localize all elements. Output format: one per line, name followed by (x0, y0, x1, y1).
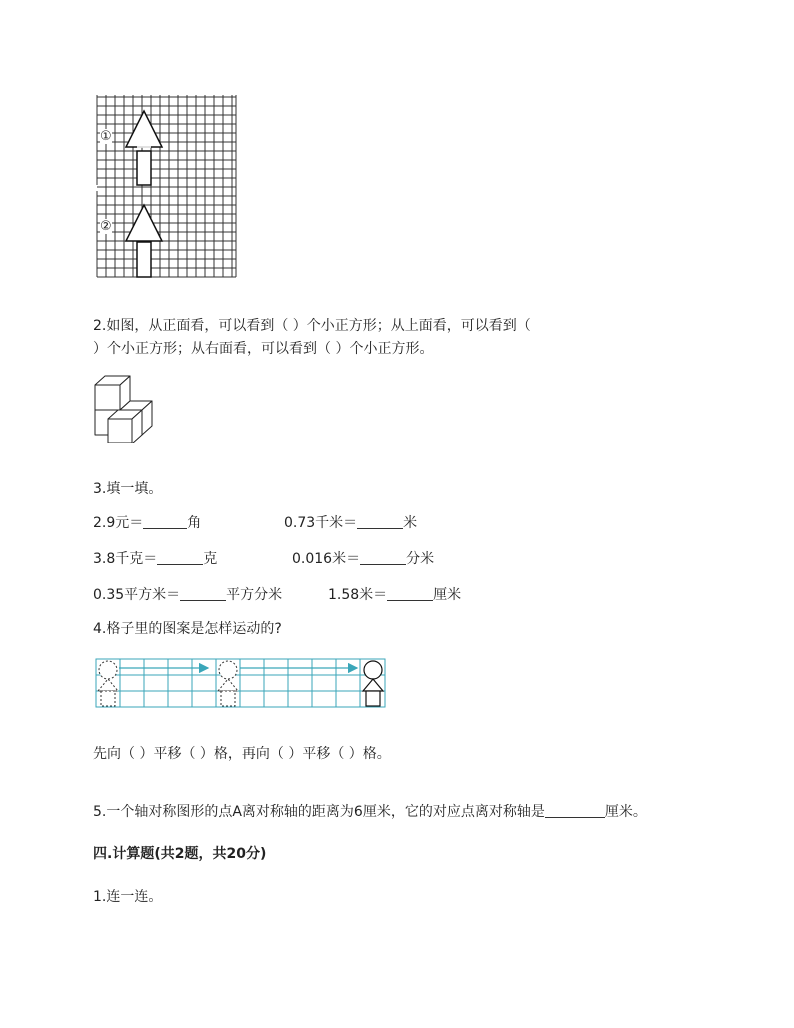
answer-blank[interactable] (143, 514, 187, 529)
q5-text-before: 5.一个轴对称图形的点A离对称轴的距离为6厘米，它的对应点离对称轴是 (93, 804, 545, 820)
q3-r2a-left: 3.8千克＝ (93, 551, 158, 567)
q3-r2a-right: 克 (203, 551, 218, 567)
q4-answer: 先向（ ）平移（ ）格，再向（ ）平移（ ）格。 (93, 746, 391, 762)
q3-row1-b (284, 514, 417, 532)
answer-blank[interactable] (360, 550, 406, 565)
figure-label-1: ① (100, 129, 112, 144)
q3-r1a-right: 角 (187, 515, 202, 531)
q3-title: 3.填一填。 (93, 481, 163, 497)
q3-row3-b (328, 586, 461, 604)
answer-blank[interactable] (157, 550, 203, 565)
answer-blank[interactable] (180, 586, 226, 601)
q3-r2b-left: 0.016米＝ (292, 551, 361, 567)
q3-row1-a (93, 514, 201, 532)
q3-r3b-right: 厘米 (433, 587, 462, 603)
q5-line (93, 803, 647, 821)
section4-heading: 四.计算题(共2题，共20分) (93, 846, 267, 862)
figure-label-2: ② (100, 219, 112, 234)
q2-line2: ）个小正方形；从右面看，可以看到（ ）个小正方形。 (93, 341, 434, 357)
q5-text-after: 厘米。 (604, 804, 647, 820)
q4-title: 4.格子里的图案是怎样运动的? (93, 621, 282, 637)
q3-row2-a (93, 550, 217, 568)
q3-row3-a (93, 586, 282, 604)
q3-r1b-right: 米 (403, 515, 418, 531)
q3-r1a-left: 2.9元＝ (93, 515, 144, 531)
answer-blank[interactable] (387, 586, 433, 601)
q3-row2-b (292, 550, 434, 568)
cube-stack-figure (92, 373, 157, 443)
q3-r3b-left: 1.58米＝ (328, 587, 388, 603)
q3-r3a-right: 平方分米 (226, 587, 283, 603)
q3-r2b-right: 分米 (406, 551, 435, 567)
q2-line1: 2.如图，从正面看，可以看到（ ）个小正方形；从上面看，可以看到（ (93, 318, 531, 334)
q3-r1b-left: 0.73千米＝ (284, 515, 358, 531)
arrow-grid-figure (95, 95, 240, 280)
answer-blank[interactable] (357, 514, 403, 529)
q3-r3a-left: 0.35平方米＝ (93, 587, 181, 603)
translation-grid-figure (95, 657, 387, 709)
section4-q1: 1.连一连。 (93, 889, 163, 905)
answer-blank[interactable] (545, 803, 605, 818)
